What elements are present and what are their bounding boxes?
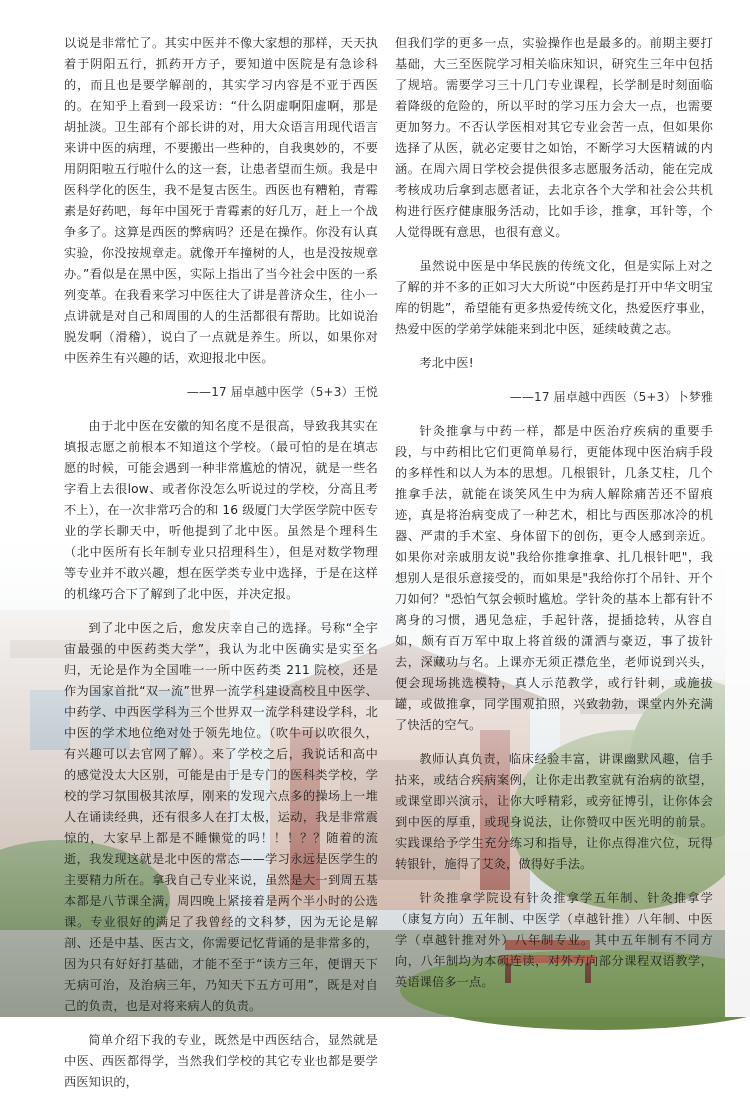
right-column [395,33,713,1006]
paragraph: 由于北中医在安徽的知名度不是很高，导致我其实在填报志愿之前根本不知道这个学校。（最可怕的是在填志愿的时候，可能会遇到一种非常尴尬的情况，就是一些名字看上去很low、或者你没怎么听说过的学校，分高且考不上），在一次非常巧合的和 16 级厦门大学医学院中医专业的学长聊天中，听他提到了北中医。虽然是个理科生（北中医所有长年制专业只招理科生），但是对数学物理等专业并不敢兴趣，想在医学类专业中选择，于是在这样的机缘巧合下了解到了北中医，并决定报。 [64,419,378,601]
paragraph: 考北中医! [419,356,474,370]
left-column [64,33,378,1106]
paragraph: 虽然说中医是中华民族的传统文化，但是实际上对之了解的并不多的正如习大大所说“中医药是打开中华文明宝库的钥匙”，希望能有更多热爱传统文化，热爱医疗事业，热爱中医的学弟学妹能来到北中医，延续岐黄之志。 [395,259,713,336]
paragraph: 但我们学的更多一点，实验操作也是最多的。前期主要打基础，大三至医院学习相关临床知识，研究生三年中包括了规培。需要学习三十几门专业课程，长学制是时刻面临着降级的危险的，所以平时的学习压力会大一点，也需要更加努力。不否认学医相对其它专业会苦一点，但如果你选择了从医，就必定要甘之如饴，不断学习大医精诚的内涵。在周六周日学校会提供很多志愿服务活动，能在完成考核成功后拿到志愿者证，去北京各个大学和社会公共机构进行医疗健康服务活动，比如手诊，推拿，耳针等，个人觉得既有意思，也很有意义。 [395,36,713,239]
author-signature: ——17 届卓越中西医（5+3）卜梦雅 [509,390,713,404]
paragraph: 教师认真负责，临床经验丰富，讲课幽默风趣，信手拈来，或结合疾病案例，让你走出教室就有治病的欲望，或课堂即兴演示，让你大呼精彩，或旁征博引，让你体会到中医的厚重，或现身说法，让你赞叹中医光明的前景。实践课给予学生充分练习和指导，让你点得准穴位，玩得转银针，施得了艾灸，做得好手法。 [395,752,713,871]
paragraph: 针灸推拿与中药一样，都是中医治疗疾病的重要手段，与中药相比它们更简单易行，更能体现中医治病手段的多样性和以人为本的思想。几根银针，几条艾柱，几个推拿手法，就能在谈笑风生中为病人解除痛苦还不留痕迹，真是将治病变成了一种艺术，相比与西医那冰冷的机器、严肃的手术室、身体留下的创伤，更令人感到亲近。如果你对亲戚朋友说"我给你推拿推拿、扎几根针吧"，我想别人是很乐意接受的，而如果是"我给你打个吊针、开个刀如何？"恐怕气氛会顿时尴尬。学针灸的基本上都有针不离身的习惯，遇见急症，手起针落，提插捻转，从容自如，颇有百万军中取上将首级的潇洒与豪迈，事了拔针去，深藏功与名。上课亦无须正襟危坐，老师说到兴头，便会现场挑选模特，真人示范教学，或行针刺，或施拔罐，或做推拿，同学围观拍照，兴致勃勃，课堂内外充满了快活的空气。 [395,424,713,732]
author-signature: ——17 届卓越中医学（5+3）王悦 [186,385,378,399]
paragraph: 以说是非常忙了。其实中医并不像大家想的那样，天天执着于阴阳五行，抓药开方子，要知道中医院是有急诊科的，而且也是要学解剖的，其实学习内容是不亚于西医的。在知乎上看到一段采访：“什么阴虚啊阳虚啊，那是胡扯淡。卫生部有个部长讲的对，用大众语言用现代语言来讲中医的病理，不要搬出一些种的，自我奥妙的，不要用阴阳啦五行啦什么的这一套，让患者望而生烦。我是中医科学化的医生，我不是复古医生。西医也有糟粕，青霉素是好药吧，每年中国死于青霉素的好几万，赶上一个战争多了。这算是西医的弊病吗？还是在操作。你没有认真实验，你没按规章走。就像开车撞树的人，也是没按规章办。”看似是在黑中医，实际上指出了当今社会中医的一系列变革。在我看来学习中医往大了讲是普济众生，往小一点讲就是对自己和周围的人的生活都很有帮助。比如说治脱发啊（滑稽），说白了一点就是养生。所以，如果你对中医养生有兴趣的话，欢迎报北中医。 [64,36,378,365]
paragraph: 针灸推拿学院设有针灸推拿学五年制、针灸推拿学（康复方向）五年制、中医学（卓越针推）八年制、中医学（卓越针推对外）八年制专业。其中五年制有不同方向，八年制均为本硕连读，对外方向部分课程双语教学，英语课倍多一点。 [395,891,713,989]
paragraph: 简单介绍下我的专业，既然是中西医结合，显然就是中医、西医都得学，当然我们学校的其它专业也都是要学西医知识的， [64,1033,378,1089]
paragraph: 到了北中医之后，愈发庆幸自己的选择。号称“全宇宙最强的中医药类大学”，我认为北中医确实是实至名归，无论是作为全国唯一一所中医药类 211 院校，还是作为国家首批“双一流”世界一流学科建设高校且中医学、中药学、中西医学科为三个世界双一流学科建设学科，北中医的学术地位绝对处于领先地位。（吹牛可以吹很久，有兴趣可以去官网了解）。来了学校之后，我说话和高中的感觉没太大区别，可能是由于是专门的医科类学校，学校的学习氛围极其浓厚，刚来的发现六点多的操场上一堆人在诵读经典，还有很多人在打太极，运动，我是非常震惊的，大家早上都是不睡懒觉的吗！！！？？随着的流逝，我发现这就是北中医的常态——学习永远是医学生的主要精力所在。拿我自己专业来说，虽然是大一到周五基本都是八节课全满，周四晚上紧接着是两个半小时的公选课。专业很好的满足了我曾经的文科梦，因为无论是解剖、还是中基、医古文，你需要记忆背诵的是非常多的，因为只有好好打基础，才能不至于“读方三年，便谓天下无病可治，及治病三年，乃知天下五方可用”，既是对自己的负责，也是对将来病人的负责。 [64,621,378,1013]
